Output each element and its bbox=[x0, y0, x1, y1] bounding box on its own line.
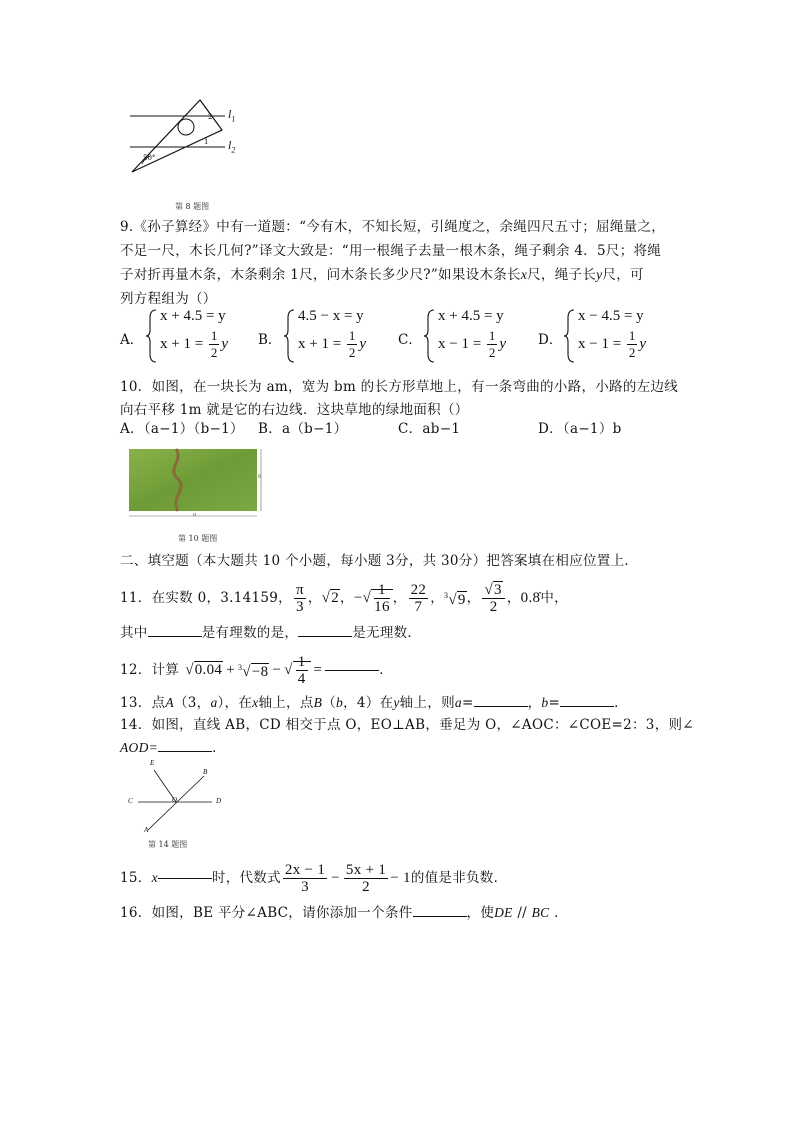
q10-option-a[interactable]: A．（a−1）（b−1） bbox=[120, 421, 244, 437]
figure-10-dim-b: b bbox=[258, 474, 261, 480]
figure-14-caption: 第 14 题图 bbox=[148, 840, 188, 849]
angle-50-label: 50° bbox=[143, 154, 156, 162]
q16-answer-blank[interactable] bbox=[413, 916, 467, 917]
q11-line2: 其中 是有理数的是， 是无理数． bbox=[120, 625, 422, 641]
line-l2-label: $l_2$ bbox=[228, 138, 236, 155]
q16-line: 16．如图，BE 平分∠ABC，请你添加一个条件 ，使DE // BC ． bbox=[120, 905, 568, 921]
q9-equation-top: x + 4.5 = y bbox=[160, 308, 226, 324]
q9-option-b-label[interactable]: B． bbox=[258, 332, 282, 348]
q9-line3: 子对折再量木条，木条剩余 1尺，问木条长多少尺?”如果设木条长x尺，绳子长y尺，可 bbox=[120, 267, 644, 283]
q12-line: 12．计算 √0.04 + $^3$√−8 − √ $\frac{1}{4}$ = ． bbox=[120, 654, 394, 688]
q10-option-c[interactable]: C．ab−1 bbox=[398, 421, 461, 437]
q9-option-d-label[interactable]: D． bbox=[538, 332, 563, 348]
q10-option-d[interactable]: D．（a−1）b bbox=[538, 421, 622, 437]
q10-option-b[interactable]: B．a（b−1） bbox=[258, 421, 348, 437]
q9-equation-bottom: x + 1 = $\frac{1}{2}$ y bbox=[160, 328, 229, 360]
q11-blank-irrational[interactable] bbox=[298, 636, 352, 637]
section-2-heading: 二、填空题（本大题共 10 个小题，每小题 3分，共 30分）把答案填在相应位置上． bbox=[120, 553, 639, 569]
q9-equation-bottom: x − 1 = $\frac{1}{2}$ y bbox=[438, 328, 507, 360]
q10-line2: 向右平移 1m 就是它的右边线．这块草地的绿地面积（） bbox=[120, 402, 469, 418]
fig14-label-b: B bbox=[203, 768, 208, 776]
fig14-label-o: O bbox=[172, 796, 178, 804]
q12-answer-blank[interactable] bbox=[325, 670, 379, 671]
q15-answer-blank[interactable] bbox=[158, 878, 212, 879]
q9-option-c-label[interactable]: C． bbox=[398, 332, 422, 348]
fig14-label-a: A bbox=[144, 826, 149, 834]
q14-answer-blank[interactable] bbox=[158, 751, 212, 752]
figure-10-caption: 第 10 题图 bbox=[178, 534, 218, 543]
q9-equation-top: x + 4.5 = y bbox=[438, 308, 504, 324]
q13-blank-a[interactable] bbox=[474, 706, 528, 707]
angle-2-label: 2 bbox=[208, 113, 213, 121]
q13-blank-b[interactable] bbox=[560, 706, 614, 707]
q9-option-a-label[interactable]: A． bbox=[120, 332, 144, 348]
q9-equation-bottom: x + 1 = $\frac{1}{2}$ y bbox=[298, 328, 367, 360]
angle-1-label: 1 bbox=[204, 138, 209, 146]
q14-line2: AOD= ． bbox=[120, 740, 226, 756]
figure-8-caption: 第 8 题图 bbox=[175, 202, 210, 211]
q9-equation-bottom: x − 1 = $\frac{1}{2}$ y bbox=[578, 328, 647, 360]
q11-line1: 11．在实数 0，3.14159， $\frac{\pi}{3}$ ， √2 ， − √ $\frac{1}{16}$ ， $\frac{22}{7}$ ， $^3$√9 ， $\frac{√3}{2}$ ， 0.8̇ 中， bbox=[120, 581, 568, 616]
fig14-label-e: E bbox=[150, 759, 155, 767]
q14-line1: 14．如图，直线 AB，CD 相交于点 O，EO⊥AB，垂足为 O，∠AOC：∠COE=2：3，则∠ bbox=[120, 717, 694, 733]
q9-line2: 不足一尺，木长几何?”译文大致是：“用一根绳子去量一根木条，绳子剩余 4．5尺；将绳 bbox=[120, 243, 662, 259]
q10-line1: 10．如图，在一块长为 am，宽为 bm 的长方形草地上，有一条弯曲的小路，小路的左边线 bbox=[120, 379, 679, 395]
q9-equation-top: x − 4.5 = y bbox=[578, 308, 644, 324]
figure-10-dim-a: a bbox=[193, 512, 196, 518]
fig14-label-c: C bbox=[128, 797, 133, 805]
fig14-label-d: D bbox=[216, 797, 222, 805]
q9-line1: 9.《孙子算经》中有一道题：“今有木，不知长短，引绳度之，余绳四尺五寸；屈绳量之， bbox=[120, 219, 666, 235]
q9-equation-top: 4.5 − x = y bbox=[298, 308, 364, 324]
q15-line: 15． x 时，代数式 $\frac{2x - 1}{3}$ − $\frac{5x + 1}{2}$ − 1 的值是非负数． bbox=[120, 861, 508, 895]
q11-blank-rational[interactable] bbox=[148, 636, 202, 637]
q13-line: 13．点A（3，a），在x轴上，点B（b，4）在y轴上，则a= ，b= ． bbox=[120, 695, 628, 711]
figure-10 bbox=[126, 446, 268, 522]
figure-8 bbox=[120, 92, 260, 182]
line-l1-label: $l_1$ bbox=[228, 107, 236, 124]
q9-line4: 列方程组为（） bbox=[120, 291, 217, 307]
